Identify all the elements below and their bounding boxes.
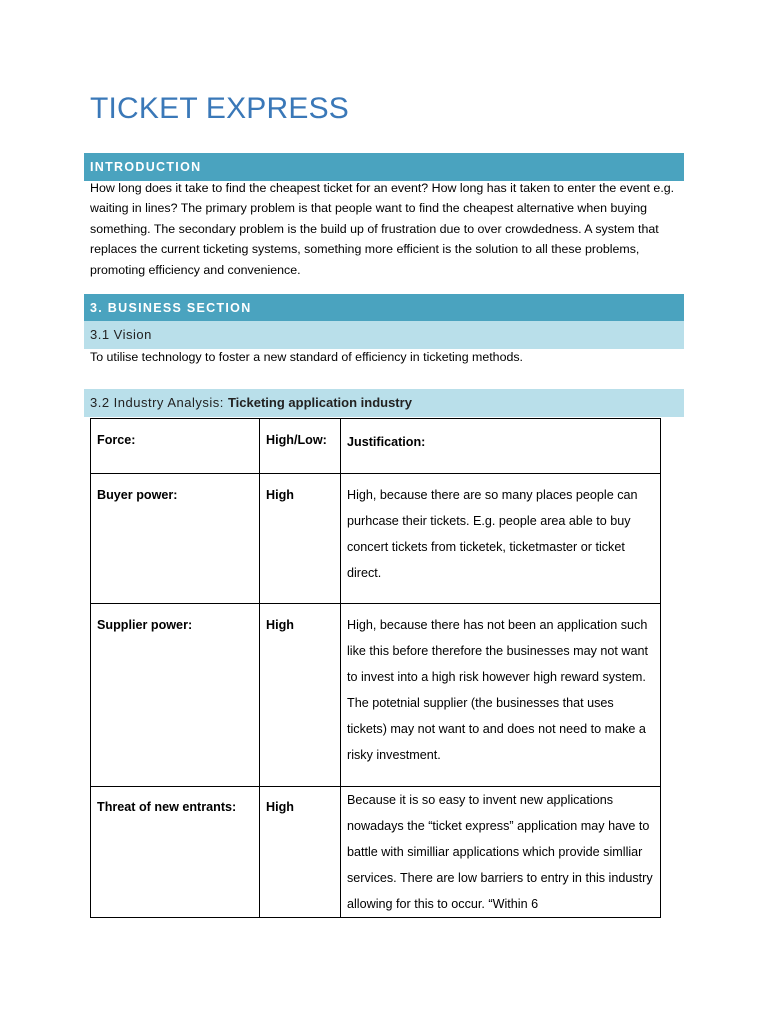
table-header-row <box>91 419 661 474</box>
force-cell: Buyer power: <box>91 474 260 604</box>
industry-forces-table <box>90 418 661 918</box>
table-row <box>91 787 661 918</box>
justification-cell: High, because there are so many places people can purhcase their tickets. E.g. people area able to buy concert tickets from ticketek, ticketmaster or ticket direct. <box>341 474 661 604</box>
introduction-paragraph: How long does it take to find the cheapest ticket for an event? How long has it taken to enter the event e.g. waiting in lines? The primary problem is that people want to find the cheapest alternative when buying something. The secondary problem is the build up of frustration due to over crowdedness. A system that replaces the current ticketing systems, something more efficient is the solution to all these problems, promoting efficiency and convenience. <box>90 181 675 277</box>
header-level: High/Low: <box>260 419 341 474</box>
header-force: Force: <box>91 419 260 474</box>
justification-cell: High, because there has not been an application such like this before therefore the businesses may not want to invest into a high risk however high reward system. The potetnial supplier (the businesses that uses tickets) may not want to and does not need to make a risky investment. <box>341 604 661 787</box>
document-title: TICKET EXPRESS <box>90 92 349 125</box>
level-cell: High <box>260 604 341 787</box>
justification-cell: Because it is so easy to invent new applications nowadays the “ticket express” application may have to battle with similliar applications which provide simlliar services. There are low barriers to entry in this industry allowing for this to occur. “Within 6 <box>341 787 661 918</box>
header-justification: Justification: <box>341 419 661 474</box>
table-row <box>91 474 661 604</box>
level-cell: High <box>260 474 341 604</box>
force-cell: Threat of new entrants: <box>91 787 260 918</box>
introduction-heading: INTRODUCTION <box>84 153 684 181</box>
vision-heading: 3.1 Vision <box>84 321 684 349</box>
level-cell: High <box>260 787 341 918</box>
force-cell: Supplier power: <box>91 604 260 787</box>
vision-paragraph: To utilise technology to foster a new standard of efficiency in ticketing methods. <box>90 350 523 364</box>
industry-analysis-prefix: 3.2 Industry Analysis: <box>90 395 224 410</box>
industry-analysis-heading <box>84 389 684 417</box>
table-row <box>91 604 661 787</box>
business-section-heading: 3. BUSINESS SECTION <box>84 294 684 322</box>
industry-analysis-subject: Ticketing application industry <box>227 395 412 410</box>
